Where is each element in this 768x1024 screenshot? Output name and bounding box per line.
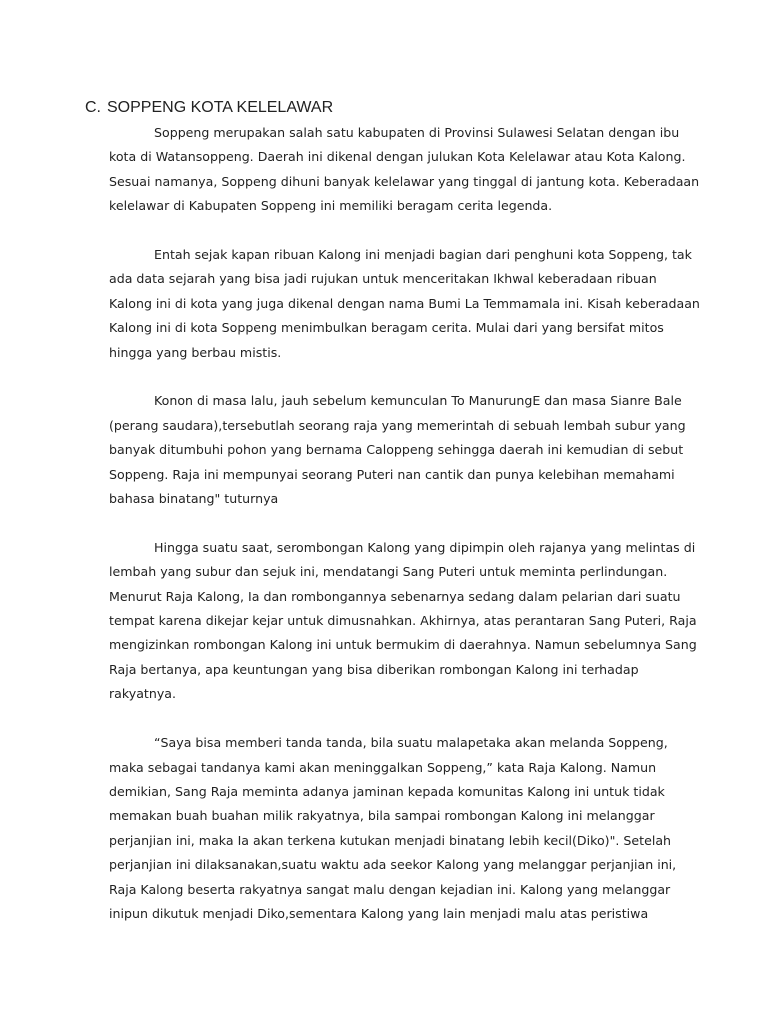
text-line: Sesuai namanya, Soppeng dihuni banyak kelelawar yang tinggal di jantung kota. Keberadaan [109, 173, 700, 189]
text-line: Konon di masa lalu, jauh sebelum kemunculan To ManurungE dan masa Sianre Bale [154, 393, 682, 409]
text-line: Kalong ini di kota yang juga dikenal dengan nama Bumi La Temmamala ini. Kisah keberadaan [109, 295, 700, 311]
text-line: Raja Kalong beserta rakyatnya sangat malu dengan kejadian ini. Kalong yang melanggar [109, 881, 671, 897]
text-line: perjanjian ini dilaksanakan,suatu waktu ada seekor Kalong yang melanggar perjanjian ini, [109, 857, 677, 873]
section-title: SOPPENG KOTA KELELAWAR [107, 99, 334, 116]
text-line: mengizinkan rombongan Kalong ini untuk bermukim di daerahnya. Namun sebelumnya Sang [109, 637, 697, 653]
text-line: Kalong ini di kota Soppeng menimbulkan beragam cerita. Mulai dari yang bersifat mitos [109, 320, 664, 336]
text-line: perjanjian ini, maka Ia akan terkena kutukan menjadi binatang lebih kecil(Diko)". Setelah [109, 832, 672, 848]
text-line: lembah yang subur dan sejuk ini, mendatangi Sang Puteri untuk meminta perlindungan. [109, 564, 668, 580]
paragraph [109, 243, 700, 365]
text-line: bahasa binatang" tuturnya [109, 491, 279, 507]
section-marker: C. [85, 99, 101, 116]
text-line: maka sebagai tandanya kami akan meninggalkan Soppeng,” kata Raja Kalong. Namun [109, 759, 657, 775]
text-line: Raja bertanya, apa keuntungan yang bisa diberikan rombongan Kalong ini terhadap [109, 661, 639, 677]
paragraph [109, 389, 684, 511]
paragraph [109, 536, 697, 707]
text-line: Entah sejak kapan ribuan Kalong ini menjadi bagian dari penghuni kota Soppeng, tak [154, 247, 692, 263]
text-line: Soppeng. Raja ini mempunyai seorang Puteri nan cantik dan punya kelebihan memahami [109, 466, 675, 482]
text-line: demikian, Sang Raja meminta adanya jaminan kepada komunitas Kalong ini untuk tidak [109, 783, 665, 799]
text-line: rakyatnya. [109, 686, 177, 702]
body-text [109, 121, 700, 951]
text-line: ada data sejarah yang bisa jadi rujukan untuk menceritakan Ikhwal keberadaan ribuan [109, 271, 657, 287]
section-heading [85, 98, 333, 118]
text-line: banyak ditumbuhi pohon yang bernama Caloppeng sehingga daerah ini kemudian di sebut [109, 442, 684, 458]
paragraph [109, 731, 684, 926]
text-line: “Saya bisa memberi tanda tanda, bila suatu malapetaka akan melanda Soppeng, [154, 735, 668, 751]
text-line: Menurut Raja Kalong, Ia dan rombongannya sebenarnya sedang dalam pelarian dari suatu [109, 588, 681, 604]
paragraph [109, 121, 700, 219]
text-line: kota di Watansoppeng. Daerah ini dikenal dengan julukan Kota Kelelawar atau Kota Kalong. [109, 149, 686, 165]
text-line: kelelawar di Kabupaten Soppeng ini memiliki beragam cerita legenda. [109, 198, 553, 214]
text-line: inipun dikutuk menjadi Diko,sementara Kalong yang lain menjadi malu atas peristiwa [109, 905, 649, 921]
text-line: memakan buah buahan milik rakyatnya, bila sampai rombongan Kalong ini melanggar [109, 808, 655, 824]
text-line: hingga yang berbau mistis. [109, 344, 282, 360]
text-line: Hingga suatu saat, serombongan Kalong yang dipimpin oleh rajanya yang melintas di [154, 539, 696, 555]
text-line: Soppeng merupakan salah satu kabupaten di Provinsi Sulawesi Selatan dengan ibu [154, 125, 680, 140]
text-line: (perang saudara),tersebutlah seorang raja yang memerintah di sebuah lembah subur yang [109, 417, 686, 433]
text-line: tempat karena dikejar kejar untuk dimusnahkan. Akhirnya, atas perantaran Sang Puteri, Raja [109, 613, 697, 629]
